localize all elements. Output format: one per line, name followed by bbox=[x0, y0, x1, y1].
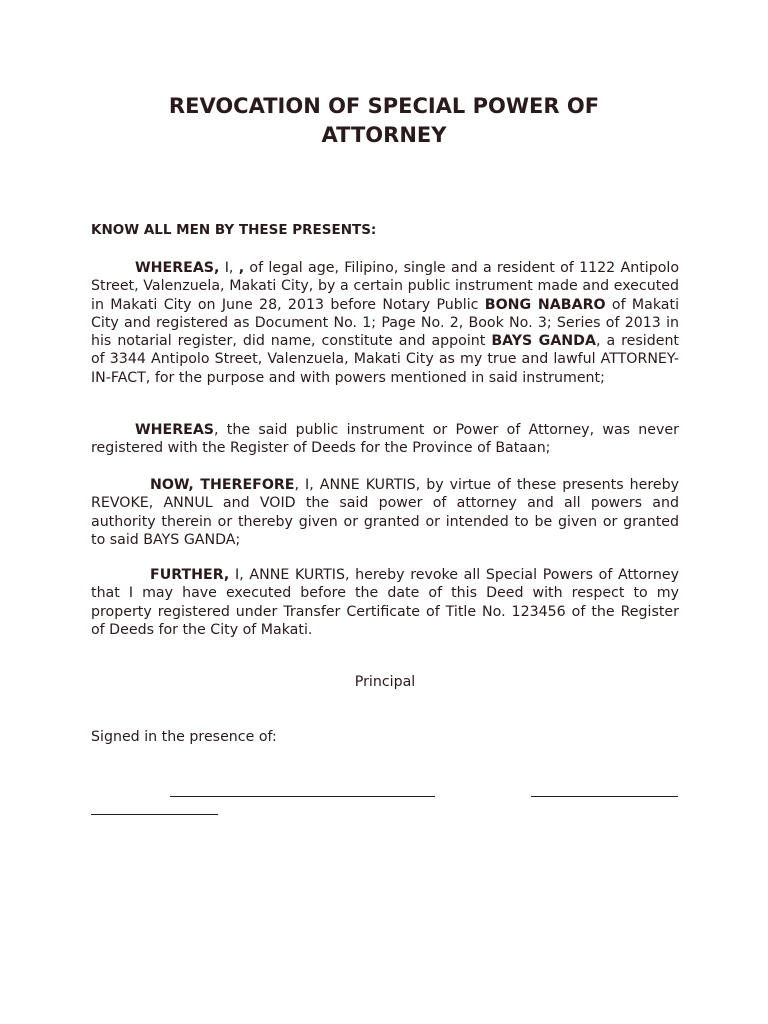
document-title bbox=[90, 92, 678, 150]
whereas-2-lead: WHEREAS bbox=[135, 422, 215, 438]
now-therefore-text: , I, ANNE KURTIS, by virtue of these presents hereby REVOKE, ANNUL and VOID the said power of attorney and all powers and authority therein or thereby given or granted or intended to be given or granted to said BAYS GANDA; bbox=[91, 477, 679, 548]
title-line-1: REVOCATION OF SPECIAL POWER OF bbox=[168, 94, 600, 118]
attorney-name: BAYS GANDA bbox=[491, 333, 596, 350]
whereas-2-text: , the said public instrument or Power of Attorney, was never registered with the Register of Deeds for the Province of Bataan; bbox=[91, 422, 679, 457]
now-therefore-lead: NOW, THEREFORE bbox=[150, 477, 295, 493]
signed-presence-label: Signed in the presence of: bbox=[91, 729, 277, 745]
principal-label: Principal bbox=[354, 674, 416, 690]
further-text: I, ANNE KURTIS, hereby revoke all Special Powers of Attorney that I may have executed before the date of this Deed with respect to my property registered under Transfer Certificate of Title No. 123456 of the Register of Deeds for the City of Makati. bbox=[91, 567, 679, 638]
whereas-1-comma: , bbox=[238, 260, 245, 276]
notary-name: BONG NABARO bbox=[484, 296, 606, 313]
paragraph-further bbox=[91, 566, 679, 639]
whereas-1-text-d: , a resident of 3344 Antipolo Street, Valenzuela, Makati City as my true and lawful ATTORNEY-IN-FACT, for the purpose and with powers mentioned in said instrument; bbox=[91, 333, 679, 386]
whereas-1-lead: WHEREAS, bbox=[135, 260, 220, 276]
further-lead: FURTHER, bbox=[150, 567, 230, 583]
title-line-2: ATTORNEY bbox=[321, 123, 447, 147]
signature-line-witness-2 bbox=[531, 796, 678, 797]
know-all-men-heading: KNOW ALL MEN BY THESE PRESENTS: bbox=[91, 222, 377, 238]
whereas-1-text-a: I, bbox=[219, 260, 239, 276]
signature-line-witness-1 bbox=[170, 796, 435, 797]
whereas-1-text-b: of legal age, Filipino, single and a resident of 1122 Antipolo Street, Valenzuela, Makati City, by a certain public instrument made and executed in Makati City on June 28, 2013 before Notary Public bbox=[91, 260, 680, 313]
signature-line-witness-2-continued bbox=[91, 814, 218, 815]
paragraph-whereas-2 bbox=[91, 421, 679, 458]
paragraph-whereas-1 bbox=[91, 259, 679, 387]
paragraph-now-therefore bbox=[91, 476, 679, 549]
whereas-1-text-c: of Makati City and registered as Document No. 1; Page No. 2, Book No. 3; Series of 2013 in his notarial register, did name, constitute and appoint bbox=[91, 296, 680, 350]
